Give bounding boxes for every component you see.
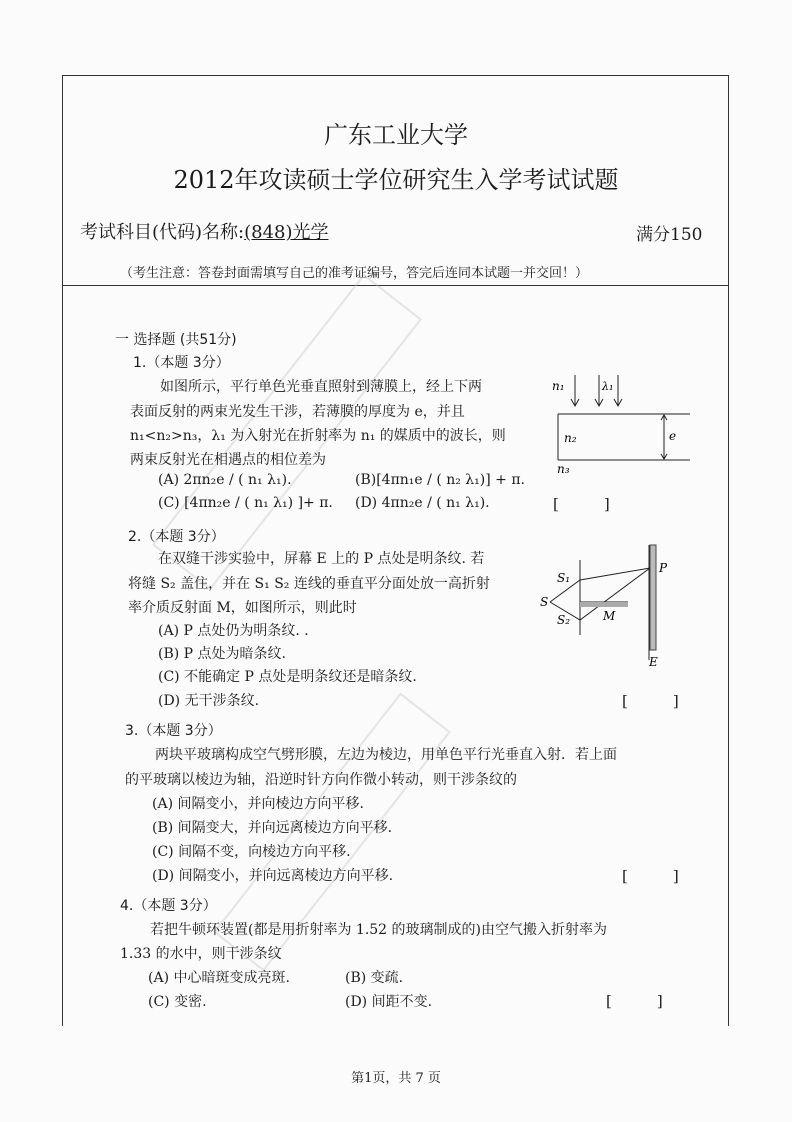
option-c: (C) 不能确定 P 点处是明条纹还是暗条纹.	[158, 669, 417, 685]
exam-note: （考生注意：答卷封面需填写自己的准考证编号，答完后连同本试题一并交回！）	[120, 266, 589, 281]
question-text: 率介质反射面 M，如图所示，则此时	[128, 600, 357, 616]
option-a: (A) 中心暗斑变成亮斑.	[148, 970, 290, 986]
label-e: E	[649, 655, 658, 669]
label-s2: S₂	[557, 613, 571, 627]
label-e: e	[669, 429, 677, 443]
double-slit-figure	[535, 540, 675, 670]
full-score: 满分150	[636, 225, 703, 245]
section-heading: 一 选择题 (共51分)	[115, 332, 237, 348]
question-text: 如图所示，平行单色光垂直照射到薄膜上，经上下两	[160, 379, 482, 395]
option-d: (D) 间隔变小，并向远离棱边方向平移.	[152, 868, 394, 884]
label-m: M	[603, 609, 616, 623]
question-text: 两块平玻璃构成空气劈形膜，左边为棱边，用单色平行光垂直入射．若上面	[155, 747, 617, 763]
header-divider	[62, 285, 729, 286]
subject-label: 考试科目(代码)名称:	[80, 222, 245, 243]
answer-bracket[interactable]: [ ]	[622, 692, 679, 710]
label-n2: n₂	[564, 431, 577, 445]
page-footer: 第1页，共 7 页	[351, 1071, 441, 1086]
label-n1: n₁	[552, 379, 565, 393]
option-c: (C) [4πn₂e / ( n₁ λ₁) ]+ π.	[158, 495, 333, 511]
label-s: S	[540, 595, 549, 609]
question-text: 将缝 S₂ 盖住，并在 S₁ S₂ 连线的垂直平分面处放一高折射	[128, 576, 490, 592]
question-4-header: 4.（本题 3分）	[120, 898, 217, 914]
question-text: 的平玻璃以棱边为轴，沿逆时针方向作微小转动，则干涉条纹的	[125, 772, 517, 788]
option-c: (C) 变密.	[148, 994, 207, 1010]
question-text: 两束反射光在相遇点的相位差为	[130, 452, 326, 468]
question-text: 在双缝干涉实验中，屏幕 E 上的 P 点处是明条纹. 若	[158, 551, 485, 567]
label-lambda1: λ₁	[602, 380, 614, 393]
question-text: n₁<n₂>n₃，λ₁ 为入射光在折射率为 n₁ 的媒质中的波长，则	[130, 428, 506, 444]
question-text: 若把牛顿环装置(都是用折射率为 1.52 的玻璃制成的)由空气搬入折射率为	[150, 922, 607, 938]
option-a: (A) 2πn₂e / ( n₁ λ₁).	[158, 472, 292, 488]
option-d: (D) 4πn₂e / ( n₁ λ₁).	[355, 495, 490, 511]
option-b: (B) P 点处为暗条纹.	[158, 646, 286, 662]
option-a: (A) 间隔变小，并向棱边方向平移.	[152, 796, 364, 812]
question-2-header: 2.（本题 3分）	[128, 529, 225, 545]
option-b: (B) 变疏.	[345, 970, 404, 986]
label-p: P	[659, 561, 668, 575]
label-n3: n₃	[557, 462, 570, 476]
question-3-header: 3.（本题 3分）	[125, 723, 222, 739]
question-1-header: 1.（本题 3分）	[133, 355, 230, 371]
option-c: (C) 间隔不变，向棱边方向平移.	[152, 844, 351, 860]
question-text: 表面反射的两束光发生干涉，若薄膜的厚度为 e，并且	[130, 404, 465, 420]
option-a: (A) P 点处仍为明条纹. .	[158, 623, 309, 639]
exam-title: 2012年攻读硕士学位研究生入学考试试题	[173, 166, 619, 194]
option-d: (D) 无干涉条纹.	[158, 693, 260, 709]
option-b: (B)[4πn₁e / ( n₂ λ₁)] + π.	[355, 472, 525, 488]
thin-film-figure	[540, 370, 690, 480]
option-b: (B) 间隔变大，并向远离棱边方向平移.	[152, 820, 393, 836]
label-s1: S₁	[557, 571, 571, 585]
option-d: (D) 间距不变.	[345, 994, 433, 1010]
answer-bracket[interactable]: [ ]	[622, 867, 679, 885]
answer-bracket[interactable]: [ ]	[606, 992, 663, 1010]
university-name: 广东工业大学	[324, 121, 468, 149]
subject	[80, 218, 329, 244]
subject-value: (848)光学	[244, 222, 329, 243]
question-text: 1.33 的水中，则干涉条纹	[120, 946, 282, 962]
answer-bracket[interactable]: [ ]	[553, 495, 610, 513]
